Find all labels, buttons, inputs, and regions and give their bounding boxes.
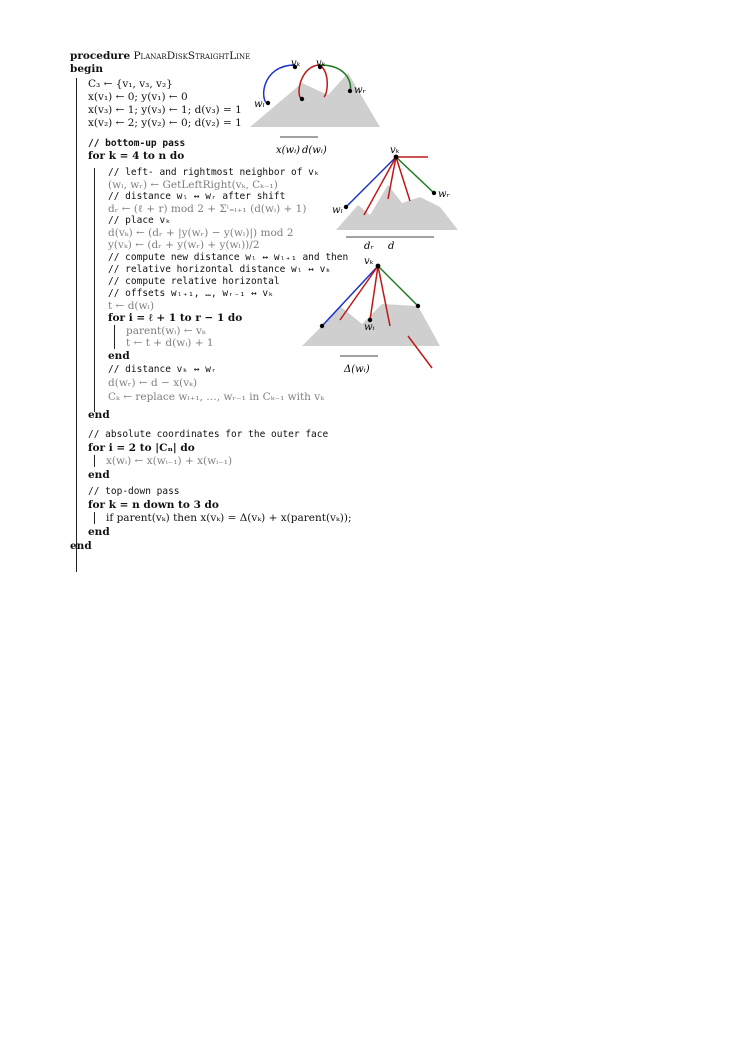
label-wl: wₗ: [332, 205, 343, 216]
line-if-parent: if parent(vₖ) then x(vₖ) = Δ(vₖ) + x(parent(vₖ));: [106, 512, 352, 524]
line-v2: x(v₂) ← 2; y(v₂) ← 0; d(v₂) = 1: [88, 117, 242, 129]
comment-bottom-up: // bottom-up pass: [88, 138, 186, 149]
mountain-shape: [250, 73, 380, 127]
line-for-abs: for i = 2 to |Cₙ| do: [88, 442, 195, 454]
node-wr: [416, 304, 420, 308]
line-v3: x(v₃) ← 1; y(v₃) ← 1; d(v₃) = 1: [88, 104, 242, 116]
line-y-vk: y(vₖ) ← (dᵣ + y(wᵣ) + y(wₗ))/2: [108, 239, 260, 251]
begin-keyword: begin: [70, 63, 103, 75]
node-wr: [348, 89, 352, 93]
comment-compute-relative: // compute relative horizontal: [108, 276, 280, 287]
node-wl: [320, 324, 324, 328]
label-wr: wᵣ: [438, 189, 451, 200]
comment-offsets: // offsets wₗ₊₁, …, wᵣ₋₁ ↔ vₖ: [108, 288, 274, 299]
line-getleftright: (wₗ, wᵣ) ← GetLeftRight(vₖ, Cₖ₋₁): [108, 179, 278, 191]
comment-new-distance: // compute new distance wₗ ↔ wₗ₊₁ and then: [108, 252, 349, 263]
label-wi: wᵢ: [364, 322, 375, 333]
node-vk: [376, 264, 381, 269]
line-for-k: for k = 4 to n do: [88, 150, 185, 162]
line-for-top-down: for k = n down to 3 do: [88, 499, 219, 511]
line-t-init: t ← d(wₗ): [108, 300, 155, 312]
block-bar-top-down: [94, 512, 95, 524]
figure-fan: [330, 145, 480, 255]
block-bar-abs: [94, 455, 95, 467]
line-ck-replace: Cₖ ← replace wₗ₊₁, …, wᵣ₋₁ in Cₖ₋₁ with vₖ: [108, 391, 325, 403]
label-vk: vₖ: [364, 256, 374, 267]
label-d-wi: d(wᵢ): [302, 145, 327, 156]
line-d-vk: d(vₖ) ← (dᵣ + |y(wᵣ) − y(wₗ)|) mod 2: [108, 227, 294, 239]
label-wr: wᵣ: [354, 85, 367, 96]
line-c3: C₃ ← {v₁, v₃, v₂}: [88, 78, 173, 90]
label-wl: wₗ: [254, 99, 265, 110]
label-d: d: [388, 241, 395, 252]
label-vk: vₖ: [390, 145, 400, 156]
comment-top-down: // top-down pass: [88, 486, 180, 497]
line-parent-wi: parent(wᵢ) ← vₖ: [126, 325, 206, 337]
procedure-name: PlanarDiskStraightLine: [133, 50, 251, 62]
comment-distance-shift: // distance wₗ ↔ wᵣ after shift: [108, 191, 286, 202]
comment-distance-vk-wr: // distance vₖ ↔ wᵣ: [108, 364, 217, 375]
label-delta-wi: Δ(wᵢ): [344, 364, 370, 375]
comment-absolute-coordinates: // absolute coordinates for the outer face: [88, 429, 329, 440]
line-end-top-down: end: [88, 526, 110, 538]
line-for-i: for i = ℓ + 1 to r − 1 do: [108, 312, 243, 324]
procedure-header: [70, 50, 250, 62]
block-bar-for: [94, 168, 95, 412]
line-dr: dᵣ ← (ℓ + r) mod 2 + Σⁱ₌ₗ₊₁ (d(wᵢ) + 1): [108, 203, 307, 215]
line-end-for-k: end: [88, 409, 110, 421]
block-bar-inner-for: [114, 325, 115, 349]
edge-red-1: [340, 266, 378, 320]
comment-relative-distance: // relative horizontal distance wₗ ↔ vₖ: [108, 264, 332, 275]
label-dr: dᵣ: [364, 241, 374, 252]
line-end-inner-for: end: [108, 350, 130, 362]
node-wl: [266, 101, 270, 105]
procedure-keyword: procedure: [70, 50, 131, 62]
edge-vk-wr: [378, 266, 418, 306]
line-x-wi: x(wᵢ) ← x(wᵢ₋₁) + x(wᵢ₋₁): [106, 455, 233, 467]
line-v1: x(v₁) ← 0; y(v₁) ← 0: [88, 91, 188, 103]
line-d-wr: d(wᵣ) ← d − x(vₖ): [108, 377, 198, 389]
node-wr: [432, 191, 436, 195]
comment-neighbors: // left- and rightmost neighbor of vₖ: [108, 167, 320, 178]
node-wi: [300, 97, 304, 101]
line-end-abs: end: [88, 469, 110, 481]
node-wl: [344, 205, 348, 209]
label-vk-1: vₖ: [291, 58, 301, 69]
line-end-procedure: end: [70, 540, 92, 552]
label-x-wi: x(wᵢ): [276, 145, 301, 156]
line-t-update: t ← t + d(wᵢ) + 1: [126, 337, 214, 349]
figure-offsets: [300, 250, 450, 380]
comment-place: // place vₖ: [108, 215, 171, 226]
block-bar-outer: [76, 78, 77, 572]
label-vk-2: vₖ: [316, 58, 326, 69]
